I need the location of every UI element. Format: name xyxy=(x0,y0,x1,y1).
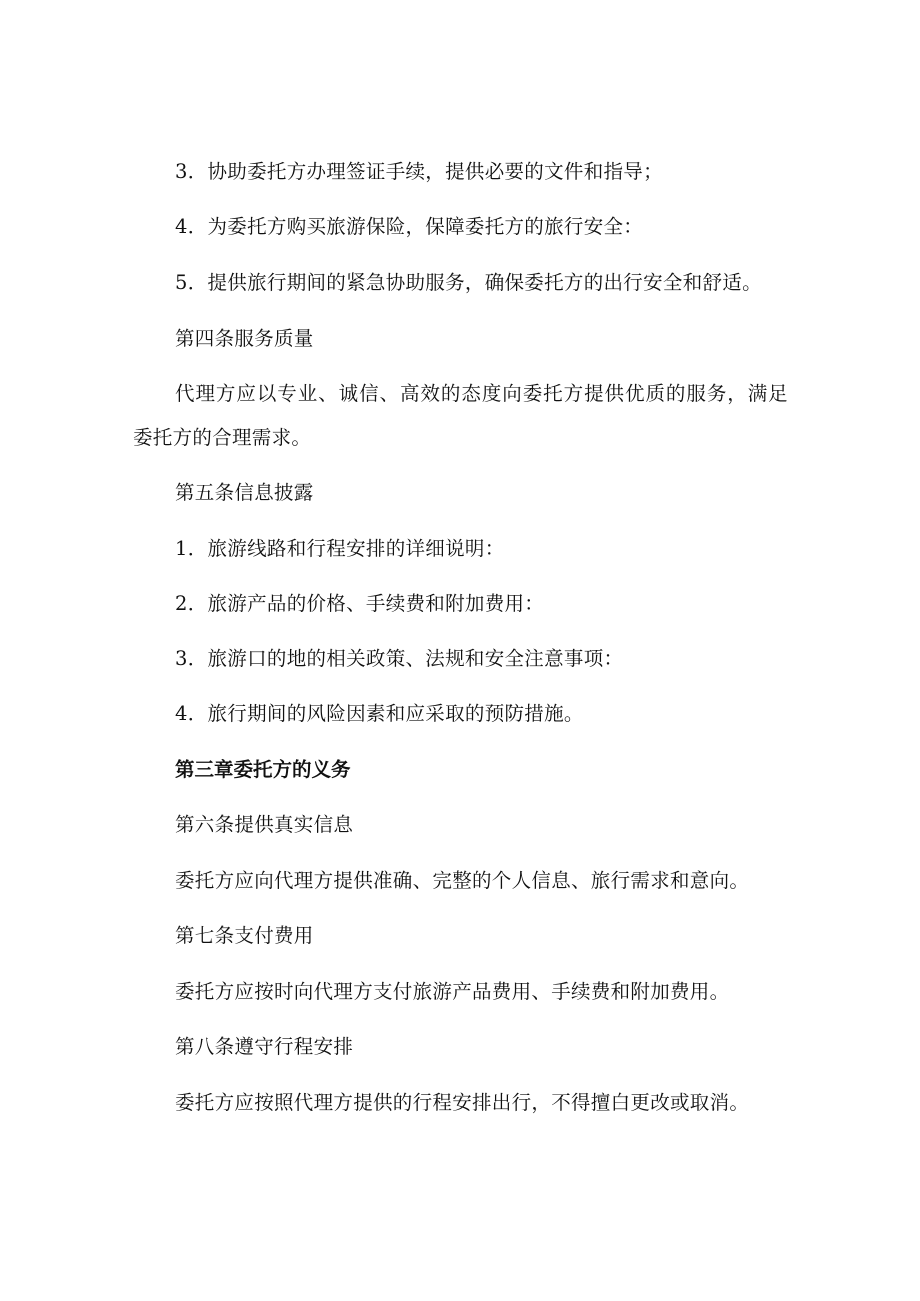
paragraph: 委托方应向代理方提供准确、完整的个人信息、旅行需求和意向。 xyxy=(175,869,750,892)
list-item: 2．旅游产品的价格、手续费和附加费用： xyxy=(175,592,545,615)
list-item: 3．协助委托方办理签证手续，提供必要的文件和指导； xyxy=(175,160,663,183)
article-heading: 第七条支付费用 xyxy=(175,924,314,947)
chapter-heading: 第三章委托方的义务 xyxy=(175,758,351,781)
paragraph: 代理方应以专业、诚信、高效的态度向委托方提供优质的服务，满足委托方的合理需求。 xyxy=(133,382,788,449)
article-heading: 第五条信息披露 xyxy=(175,481,314,504)
list-item: 5．提供旅行期间的紧急协助服务，确保委托方的出行安全和舒适。 xyxy=(175,271,762,294)
list-item: 4．旅行期间的风险因素和应采取的预防措施。 xyxy=(175,702,584,725)
article-heading: 第八条遵守行程安排 xyxy=(175,1035,354,1058)
paragraph: 委托方应按照代理方提供的行程安排出行，不得擅白更改或取消。 xyxy=(175,1091,750,1114)
paragraph: 委托方应按时向代理方支付旅游产品费用、手续费和附加费用。 xyxy=(175,980,730,1003)
article-heading: 第四条服务质量 xyxy=(175,327,314,350)
list-item: 4．为委托方购买旅游保险，保障委托方的旅行安全： xyxy=(175,215,644,238)
article-heading: 第六条提供真实信息 xyxy=(175,813,354,836)
list-item: 1．旅游线路和行程安排的详细说明： xyxy=(175,537,505,560)
list-item: 3．旅游口的地的相关政策、法规和安全注意事项： xyxy=(175,647,624,670)
